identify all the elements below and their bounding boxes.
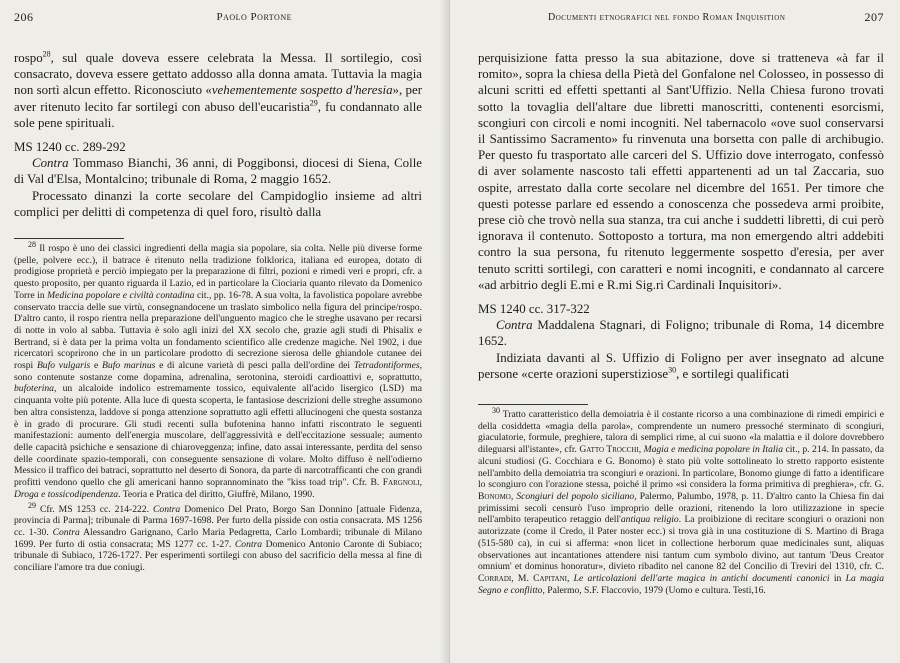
- right-paragraph-contra: Contra Maddalena Stagnari, di Foligno; tribunale di Roma, 14 dicembre 1652.: [478, 318, 884, 349]
- right-body-text: [478, 50, 884, 382]
- footnote-28: $^{28}$ Il rospo è uno dei classici ingredienti della magia sia popolare, sia colta. Nelle più diverse forme (pelle, polvere ecc.), il batrace è ritenuto nella tradizione folklorica, italiana ed europea, dotato di prodigiose proprietà e perciò impiegato per la preparazione di filtri, pozioni e rimedi veri e propri, cfr. a questo proposito, per quanto riguarda il Lazio, ed in particolare la Ciociaria quanto rilevato da Domenico Torre in Medicina popolare e civiltà contadina cit., pp. 16-78. A sua volta, la favolistica popolare avrebbe conservato traccia delle sue virtù, consegnandocene un traslato simbolico nella figura del principe/rospo. D'altro canto, il rospo rientra nella preparazione dell'unguento magico che le streghe usavano per recarsi di notte in volo al sabba. Tuttavia è solo agli inizi del XX secolo che, grazie agli studi di Phisalix e Bertrand, si è data per la prima volta un fondamento scientifico alle credenze magiche. Nel 1902, i due ricercatori scoprirono che in un particolare prodotto di secrezione sierosa delle ghiandole cutanee dei rospi Bufo vulgaris e Bufo marinus e di alcune varietà di pesci palla dell'ordine dei Tetradontiformes, sono contenute sostanze come dopamina, adrenalina, serotonina, steroidi cardioattivi e, soprattutto, bufoterina, un alcaloide indolico estremamente tossico, equivalente all'acido lisergico (LSD) ma cinquanta volte più potente. Alla luce di questa scoperta, le fantasiose descrizioni delle streghe assumono ben altra consistenza, laddove si ponga attenzione soprattutto agli effetti allucinogeni che questa sostanza è in grado di procurare. Gli studi recenti sulla bufotenina hanno infatti riscontrato le seguenti manifestazioni: aumento dell'energia muscolare, dell'aggressività e dell'eccitazione sessuale; aumento delle capacità psichiche e sensazione di chiaroveggenza; infine, dato assai interessante, perdita del senso delle coordinate spazio-temporali, con conseguente sensazione di volare. Molto diffuso è nell'odierno Messico il traffico dei batraci, soprattutto nel deserto di Sonora, da parte di narcotrafficanti che con grandi profitti vendono quello che gli americani hanno soprannominato the "kiss toad trip". Cfr. B. Fargnoli, Droga e tossicodipendenza. Teoria e Pratica del diritto, Giuffrè, Milano, 1990.: [14, 239, 423, 500]
- left-running-title: Paolo Portone: [216, 11, 292, 23]
- right-footnotes: [478, 405, 885, 596]
- right-paragraph-indiziata: Indiziata davanti al S. Uffizio di Foligno per aver insegnato ad alcune persone «certe orazioni superstiziose$^{30}$, e sortilegi qualificati: [478, 350, 884, 381]
- left-body-text: [14, 50, 422, 220]
- left-page-number: 206: [14, 9, 34, 24]
- right-ms-heading: MS 1240 cc. 317-322: [478, 302, 590, 317]
- right-page: [450, 0, 900, 663]
- left-paragraph-processato: Processato dinanzi la corte secolare del Campidoglio insieme ad altri complici per delitti di competenza di quel foro, risultò dalla: [14, 188, 422, 219]
- right-paragraph-1: perquisizione fatta presso la sua abitazione, dove si tratteneva «à far il romito», sopra la chiesa della Pietà del Gonfalone nel Colosseo, in possesso di alcuni scritti ed effetti spettanti al Sant'Uffizio. Nella Chiesa furono trovati sotto la tovaglia dell'altare due libretti manoscritti, contenenti esorcismi, scongiuri con circoli e nomi incogniti. Nel tabernacolo «ove suol conservarsi il Santissimo Sacramento» fu rinvenuta una borsetta con palle di archibugio. Per questo fu trasportato alle carceri del S. Uffizio dove interrogato, confessò di aver solamente nascosto tali effetti appartenenti ad un tal Zaccaria, suo ospite, arrestato dalla corte secolare nel dicembre del 1651. Per timore che questi potesse parlare ed essendo a conoscenza che possedeva armi proibite, prese ciò che trovò nella sua stanza, tra cui anche i suddetti libretti, di cui però ignorava il contenuto. Sottoposto a tortura, ma non emergendo altri addebiti contro la sua persona, fu ritenuto leggermente sospetto d'eresia, per aver tenuto scritti sortilegi, con caratteri e nomi incogniti, e condannato al carcere «ad arbitrio degli E.mi e R.mi Sig.ri Cardinali Inquisitori».: [478, 51, 884, 292]
- left-paragraph-1: rospo$^{28}$, sul quale doveva essere celebrata la Messa. Il sortilegio, così consacrato, doveva essere gettato addosso alla donna amata. Tuttavia la magia non sortì alcun effetto. Riconosciuto «vehementemente sospetto d'heresia», per aver ritenuto lecito far sortilegi con abuso dell'eucaristia$^{29}$, fu condannato alle sole pene spirituali.: [14, 49, 422, 130]
- right-running-title: Documenti etnografici nel fondo Roman Inquisition: [548, 11, 786, 23]
- footnote-29: $^{29}$ Cfr. MS 1253 cc. 214-222. Contra Domenico Del Prato, Borgo San Donnino [attuale Fidenza, provincia di Parma]; tribunale di Parma 1697-1698. Per furto della pisside con ostia consacrata. MS 1256 cc. 1-30. Contra Alessandro Garignano, Carlo Maria Pedagretta, Carlo Lombardi; tribunale di Milano 1699. Per furto di ostia consacrata; MS 1277 cc. 1-27. Contra Domenico Antonio Caronte di Subiaco; tribunale di Subiaco, 1726-1727. Per esperimenti sortilegi con abuso del sacrificio della messa al fine di conciliare l'amore tra due coniugi.: [14, 500, 423, 574]
- left-ms-heading: MS 1240 cc. 289-292: [14, 140, 126, 155]
- footnote-30: $^{30}$ Tratto caratteristico della demoiatria è il costante ricorso a una combinazione di rimedi empirici e della cosiddetta «magia della parola», comprendente un numero pressoché sterminato di scongiuri, giaculatorie, formule, preghiere, talora di semplici rime, al cui suono «la malattia e il dolore dovrebbero dileguarsi all'istante», cfr. Gatto Trocchi, Magia e medicina popolare in Italia cit., p. 214. In passato, da alcuni studiosi (G. Cocchiara e G. Bonomo) è stato più volte sottolineato lo stretto rapporto esistente nell'ambito della demoiatria tra scongiuri e orazioni. In particolare, Bonomo giunge di fatto a identificare lo scongiuro con l'orazione stessa, poiché il primo «si considera la forma primitiva di preghiera», cfr. G. Bonomo, Scongiuri del popolo siciliano, Palermo, Palumbo, 1978, p. 11. D'altro canto la Chiesa fin dai primissimi secoli censurò l'uso improprio delle orazioni, ritenendo la loro utilizzazione in specie nell'ambito terapeutico retaggio dell'antiqua religio. La proibizione di recitare scongiuri o orazioni non autorizzate (come il Credo, il Pater noster ecc.) si trova già in una costituzione di S. Martino di Braga (515-580 ca), in cui si afferma: «non licet in collectione herborum quae medicinales sunt, aliquas observationes aut incantationes attendere nisi tantum cum symbolo divino, aut tantum 'Deus Creator omnium' et dominus honoratur», divieto ribadito nel canone 82 del Concilio di Treviri del 1310, cfr. C. Corradi, M. Capitani, Le articolazioni dell'arte magica in antichi documenti canonici in La magia Segno e conflitto, Palermo, S.F. Flaccovio, 1979 (Uomo e cultura. Testi,16.: [478, 405, 885, 596]
- left-footnotes: [14, 239, 423, 574]
- right-page-number: 207: [864, 9, 884, 24]
- left-paragraph-contra: Contra Tommaso Bianchi, 36 anni, di Poggibonsi, diocesi di Siena, Colle di Val d'Elsa, Montalcino; tribunale di Roma, 2 maggio 1652.: [14, 156, 422, 187]
- left-running-head: [14, 0, 422, 34]
- right-running-head: [478, 0, 884, 34]
